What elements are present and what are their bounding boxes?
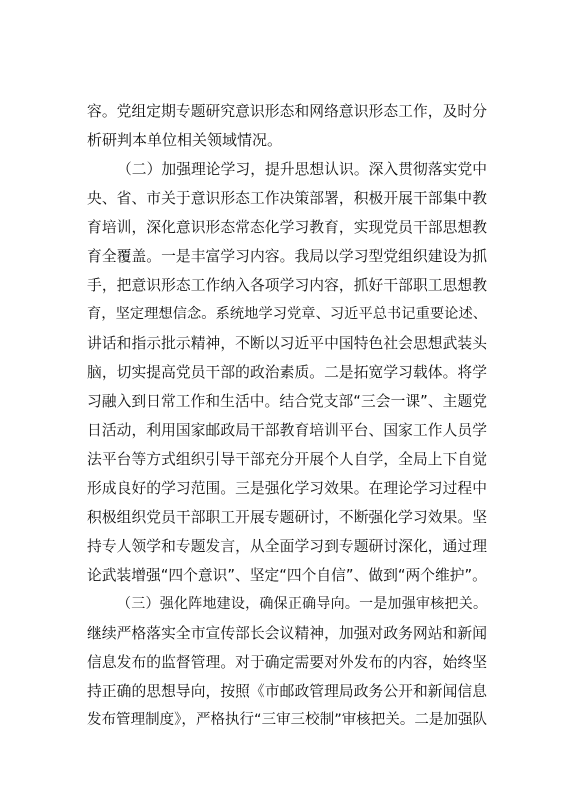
text-line: 发布管理制度》，严格执行“三审三校制”审核把关。二是加强队 — [87, 712, 487, 728]
text-line: 法平台等方式组织引导干部充分开展个人自学，全局上下自觉 — [87, 451, 487, 468]
text-line: 手，把意识形态工作纳入各项学习内容，抓好干部职工思想教 — [87, 277, 487, 294]
section-heading-line: （三）强化阵地建设，确保正确导向。一是加强审核把关。 — [117, 596, 487, 612]
text-line: 育培训，深化意识形态常态化学习教育，实现党员干部思想教 — [87, 219, 487, 236]
text-line: 日活动，利用国家邮政局干部教育培训平台、国家工作人员学 — [87, 422, 487, 439]
text-line: 育，坚定理想信念。系统地学习党章、习近平总书记重要论述、 — [87, 306, 487, 322]
text-line: 容。党组定期专题研究意识形态和网络意识形态工作，及时分 — [87, 103, 487, 120]
text-line: 形成良好的学习范围。三是强化学习效果。在理论学习过程中 — [87, 480, 487, 497]
body-text — [87, 97, 487, 735]
text-line: 育全覆盖。一是丰富学习内容。我局以学习型党组织建设为抓 — [87, 248, 487, 265]
text-line: 论武装增强“四个意识”、坚定“四个自信”、做到“两个维护”。 — [87, 567, 487, 584]
text-line: 央、省、市关于意识形态工作决策部署，积极开展干部集中教 — [87, 190, 487, 207]
text-line: 持专人领学和专题发言，从全面学习到专题研讨深化，通过理 — [87, 538, 487, 555]
text-line: 讲话和指示批示精神，不断以习近平中国特色社会思想武装头 — [87, 335, 487, 352]
text-line: 持正确的思想导向，按照《市邮政管理局政务公开和新闻信息 — [87, 683, 487, 700]
text-line: 脑，切实提高党员干部的政治素质。二是拓宽学习载体。将学 — [87, 364, 487, 381]
text-line: 信息发布的监督管理。对于确定需要对外发布的内容，始终坚 — [87, 654, 487, 671]
text-line: 析研判本单位相关领域情况。 — [87, 131, 283, 149]
section-heading-line: （二）加强理论学习，提升思想认识。深入贯彻落实党中 — [117, 161, 487, 178]
text-line: 习融入到日常工作和生活中。结合党支部“三会一课”、主题党 — [87, 393, 487, 410]
text-line: 继续严格落实全市宣传部长会议精神，加强对政务网站和新闻 — [87, 625, 487, 642]
text-line: 积极组织党员干部职工开展专题研讨，不断强化学习效果。坚 — [87, 509, 487, 526]
